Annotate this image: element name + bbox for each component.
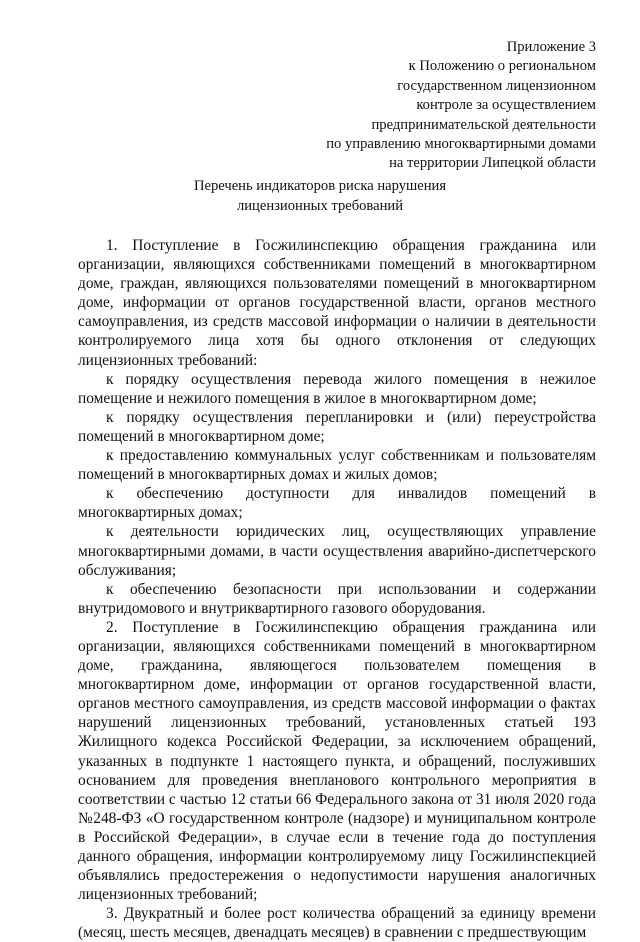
paragraph-subitem: к обеспечению безопасности при использовании и содержании внутридомового и внутриквартирного газового оборудования. xyxy=(78,580,596,617)
document-body xyxy=(78,236,596,942)
appendix-line: к Положению о региональном xyxy=(408,58,596,75)
paragraph-item-3: 3. Двукратный и более рост количества обращений за единицу времени (месяц, шесть месяцев, двенадцать месяцев) в сравнении с предшествующим xyxy=(78,905,596,942)
paragraph-subitem: к порядку осуществления перевода жилого помещения в нежилое помещение и нежилого помещения в жилое в многоквартирном доме; xyxy=(78,370,596,407)
appendix-line: на территории Липецкой области xyxy=(389,155,596,172)
appendix-line: по управлению многоквартирными домами xyxy=(326,136,596,153)
document-title-line: лицензионных требований xyxy=(236,198,404,214)
document-title xyxy=(0,176,640,216)
paragraph-subitem: к деятельности юридических лиц, осуществляющих управление многоквартирными домами, в части осуществления аварийно-диспетчерского обслуживания; xyxy=(78,523,596,579)
appendix-line: Приложение 3 xyxy=(506,39,596,55)
document-title-line: Перечень индикаторов риска нарушения xyxy=(193,178,447,194)
paragraph-subitem: к обеспечению доступности для инвалидов помещений в многоквартирных домах; xyxy=(78,485,596,522)
appendix-line: государственном лицензионном xyxy=(397,77,596,94)
paragraph-subitem: к предоставлению коммунальных услуг собственникам и пользователям помещений в многоквартирных домах и жилых домов; xyxy=(78,447,596,484)
appendix-line: предпринимательской деятельности xyxy=(371,116,596,133)
paragraph-item-2: 2. Поступление в Госжилинспекцию обращения гражданина или организации, являющихся собственниками помещений в многоквартирном доме, гражданина, являющегося пользователем помещения в многоквартирном доме, информации от органов государственной власти, органов местного самоуправления, из средств массовой информации о фактах нарушений лицензионных требований, установленных статьей 193 Жилищного кодекса Российской Федерации, за исключением обращений, указанных в подпункте 1 настоящего пункта, и обращений, послуживших основанием для проведения внепланового контрольного мероприятия в соответствии с частью 12 статьи 66 Федерального закона от 31 июля 2020 года №248-ФЗ «О государственном контроле (надзоре) и муниципальном контроле в Российской Федерации», в случае если в течение года до поступления данного обращения, информации контролируемому лицу Госжилинспекцией объявлялись предостережения о недопустимости нарушения аналогичных лицензионных требований; xyxy=(78,618,596,904)
appendix-line: контроле за осуществлением xyxy=(416,97,596,114)
paragraph-subitem: к порядку осуществления перепланировки и (или) переустройства помещений в многоквартирном доме; xyxy=(78,408,596,445)
paragraph-item-1: 1. Поступление в Госжилинспекцию обращения гражданина или организации, являющихся собственниками помещений в многоквартирном доме, граждан, являющихся пользователями помещений в многоквартирном доме, информации от органов государственной власти, органов местного самоуправления, из средств массовой информации о наличии в деятельности контролируемого лица хотя бы одного отклонения от следующих лицензионных требований: xyxy=(78,237,596,369)
appendix-header xyxy=(266,38,596,174)
